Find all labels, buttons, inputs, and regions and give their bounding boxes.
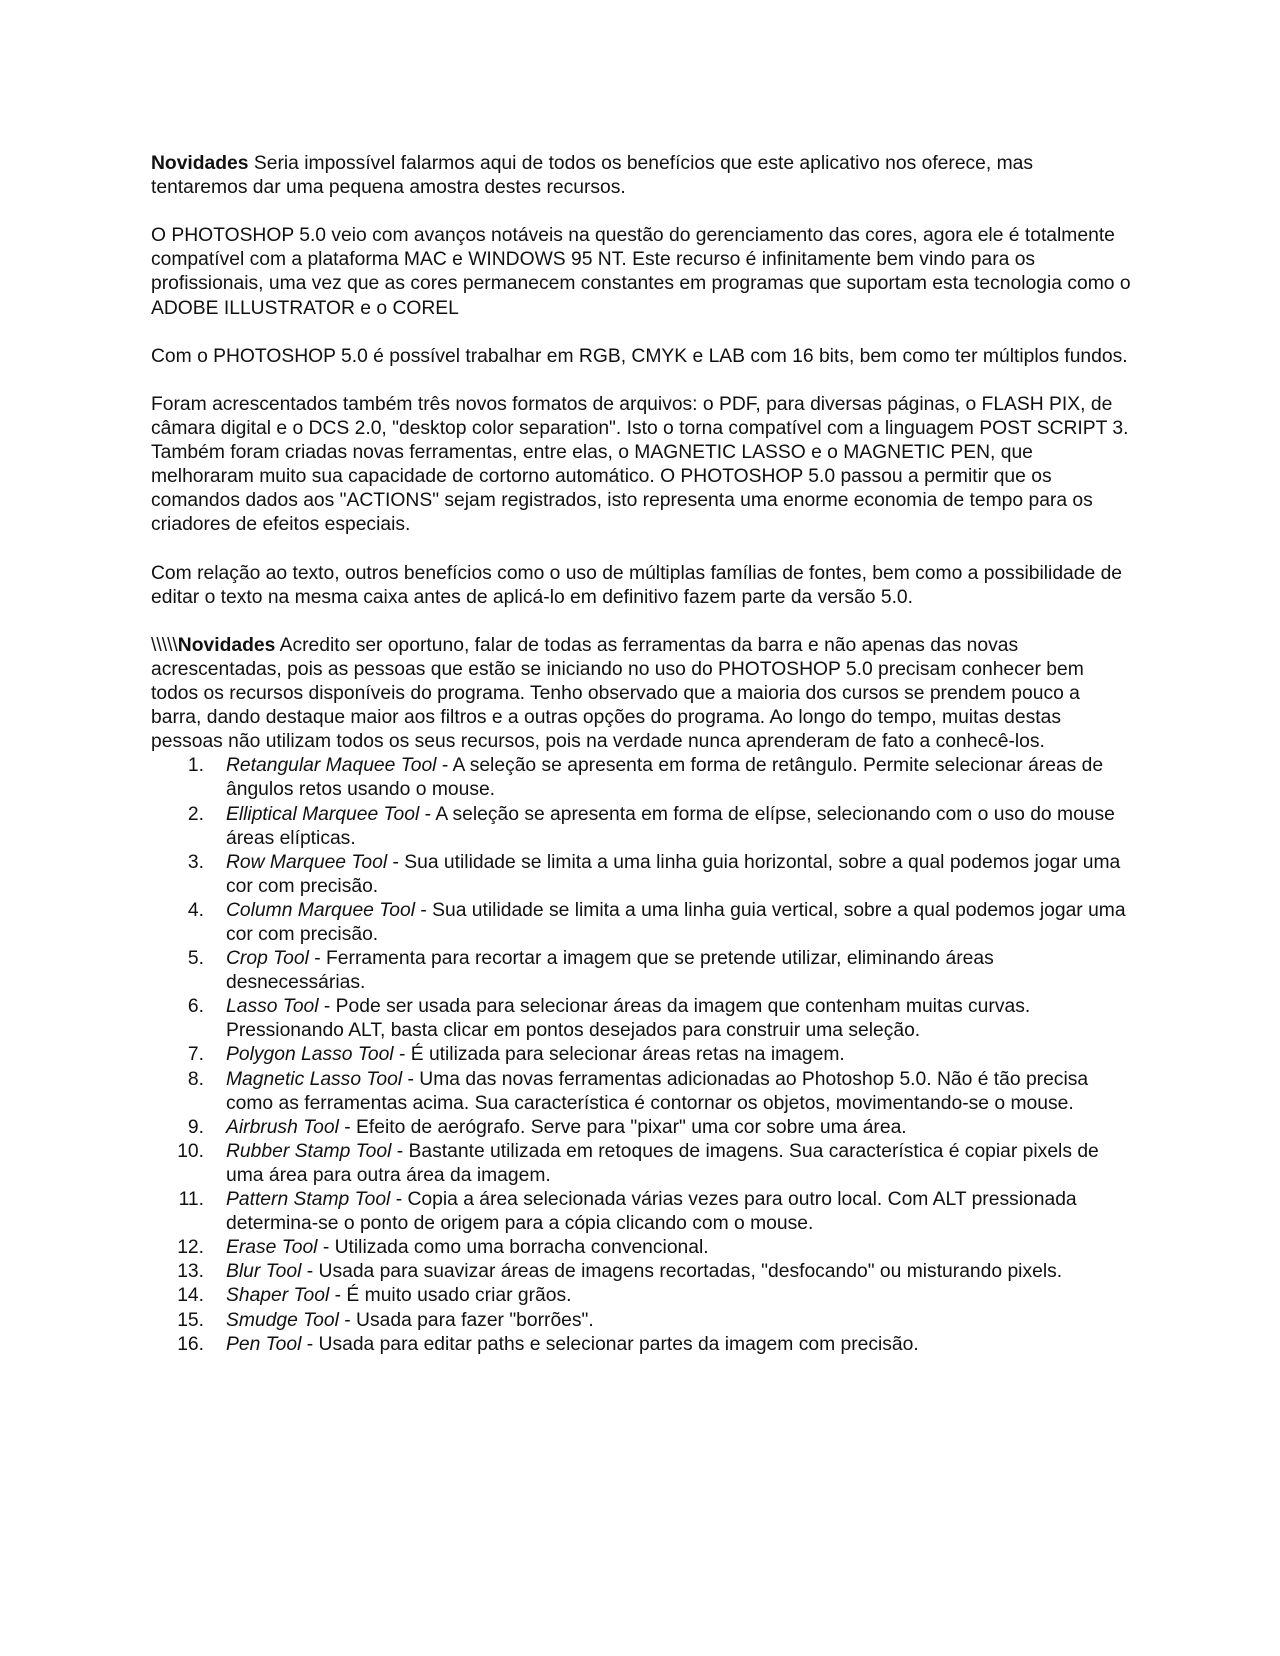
- tool-name: Blur Tool: [226, 1261, 302, 1283]
- tool-description: - Pode ser usada para selecionar áreas da imagem que contenham muitas curvas. Pressionando ALT, basta clicar em pontos desejados para construir uma seleção.: [226, 996, 1031, 1042]
- tool-name: Elliptical Marquee Tool: [226, 803, 420, 825]
- list-item: [151, 899, 1131, 947]
- tool-description: - Usada para fazer "borrões".: [338, 1309, 594, 1331]
- paragraph-text: Com o PHOTOSHOP 5.0 é possível trabalhar em RGB, CMYK e LAB com 16 bits, bem como ter múltiplos fundos.: [151, 345, 1128, 367]
- paragraph-prefix: \\\\\: [151, 634, 178, 656]
- tool-description: - Copia a área selecionada várias vezes para outro local. Com ALT pressionada determina-se o ponto de origem para a cópia clicando com o mouse.: [226, 1189, 1077, 1235]
- paragraph-text: Seria impossível falarmos aqui de todos os benefícios que este aplicativo nos oferece, mas tentaremos dar uma pequena amostra destes recursos.: [151, 153, 1034, 199]
- list-item: [151, 754, 1131, 802]
- paragraph-color-management: [151, 224, 1131, 320]
- tool-description: - Sua utilidade se limita a uma linha guia vertical, sobre a qual podemos jogar uma cor com precisão.: [226, 899, 1126, 945]
- list-item-number: 16.: [177, 1333, 204, 1355]
- list-item-number: 10.: [177, 1140, 204, 1162]
- tool-name: Erase Tool: [226, 1237, 318, 1259]
- list-item: [151, 851, 1131, 899]
- paragraph-file-formats: [151, 393, 1131, 538]
- paragraph-intro: [151, 152, 1131, 200]
- list-item: [151, 803, 1131, 851]
- tool-name: Row Marquee Tool: [226, 851, 388, 873]
- list-item: [151, 1284, 1131, 1308]
- list-item-number: 9.: [187, 1116, 204, 1138]
- list-item-number: 4.: [187, 899, 204, 921]
- list-item-number: 8.: [187, 1068, 204, 1090]
- tool-description: - Sua utilidade se limita a uma linha guia horizontal, sobre a qual podemos jogar uma cor com precisão.: [226, 851, 1121, 897]
- tool-name: Magnetic Lasso Tool: [226, 1068, 403, 1090]
- tool-description: - Ferramenta para recortar a imagem que se pretende utilizar, eliminando áreas desnecessárias.: [226, 948, 994, 994]
- list-item-number: 12.: [177, 1237, 204, 1259]
- list-item: [151, 1188, 1131, 1236]
- tool-name: Smudge Tool: [226, 1309, 339, 1331]
- list-item-number: 13.: [177, 1261, 204, 1283]
- paragraph-color-modes: [151, 345, 1131, 369]
- tool-description: - Usada para suavizar áreas de imagens recortadas, "desfocando" ou misturando pixels.: [301, 1261, 1063, 1283]
- list-item-number: 3.: [187, 851, 204, 873]
- list-item: [151, 1140, 1131, 1188]
- list-item: [151, 1236, 1131, 1260]
- tool-name: Pen Tool: [226, 1333, 302, 1355]
- list-item-number: 7.: [187, 1044, 204, 1066]
- tool-name: Shaper Tool: [226, 1285, 330, 1307]
- list-item-number: 15.: [177, 1309, 204, 1331]
- list-item-number: 14.: [177, 1285, 204, 1307]
- paragraph-lead: Novidades: [151, 153, 249, 174]
- tool-name: Rubber Stamp Tool: [226, 1140, 392, 1162]
- list-item: [151, 1309, 1131, 1333]
- list-item: [151, 1333, 1131, 1357]
- tool-description: - A seleção se apresenta em forma de retângulo. Permite selecionar áreas de ângulos retos usando o mouse.: [226, 755, 1104, 801]
- tool-description: - Utilizada como uma borracha convencional.: [317, 1237, 709, 1259]
- list-item: [151, 1116, 1131, 1140]
- list-item: [151, 1068, 1131, 1116]
- tool-name: Column Marquee Tool: [226, 899, 415, 921]
- paragraph-lead: Novidades: [177, 634, 276, 656]
- tool-name: Polygon Lasso Tool: [226, 1044, 394, 1066]
- tool-description: - A seleção se apresenta em forma de elípse, selecionando com o uso do mouse áreas elípticas.: [226, 803, 1115, 849]
- paragraph-text: Com relação ao texto, outros benefícios como o uso de múltiplas famílias de fontes, bem como a possibilidade de editar o texto na mesma caixa antes de aplicá-lo em definitivo fazem parte da versão 5.0.: [151, 562, 1123, 608]
- list-item-number: 6.: [187, 996, 204, 1018]
- list-item: [151, 995, 1131, 1043]
- list-item: [151, 947, 1131, 995]
- tool-name: Crop Tool: [226, 948, 309, 970]
- list-item-number: 1.: [187, 755, 204, 777]
- paragraph-text: Acredito ser oportuno, falar de todas as ferramentas da barra e não apenas das novas acrescentadas, pois as pessoas que estão se iniciando no uso do PHOTOSHOP 5.0 precisam conhecer bem todos os recursos disponíveis do programa. Tenho observado que a maioria dos cursos se prendem pouco a barra, dando destaque maior aos filtros e a outras opções do programa. Ao longo do tempo, muitas destas pessoas não utilizam todos os seus recursos, pois na verdade nunca aprenderam de fato a conhecê-los.: [151, 634, 1084, 753]
- list-item-number: 5.: [187, 948, 204, 970]
- paragraph-text-features: [151, 562, 1131, 610]
- list-item-number: 2.: [187, 803, 204, 825]
- paragraph-text: O PHOTOSHOP 5.0 veio com avanços notáveis na questão do gerenciamento das cores, agora ele é totalmente compatível com a plataforma MAC e WINDOWS 95 NT. Este recurso é infinitamente bem vindo para os profissionais, uma vez que as cores permanecem constantes em programas que suportam esta tecnologia como o ADOBE ILLUSTRATOR e o COREL: [151, 225, 1131, 319]
- tool-description: - Efeito de aerógrafo. Serve para "pixar" uma cor sobre uma área.: [338, 1116, 907, 1138]
- tool-name: Airbrush Tool: [226, 1116, 339, 1138]
- tool-list: [151, 754, 1131, 1356]
- tool-description: - É utilizada para selecionar áreas retas na imagem.: [393, 1044, 845, 1066]
- tool-description: - Usada para editar paths e selecionar partes da imagem com precisão.: [301, 1333, 919, 1355]
- list-item: [151, 1043, 1131, 1067]
- paragraph-toolbar-intro: [151, 634, 1131, 754]
- tool-description: - Uma das novas ferramentas adicionadas ao Photoshop 5.0. Não é tão precisa como as ferramentas acima. Sua característica é contornar os objetos, movimentando-se o mouse.: [226, 1068, 1089, 1114]
- list-item: [151, 1260, 1131, 1284]
- list-item-number: 11.: [178, 1189, 204, 1211]
- tool-name: Lasso Tool: [226, 996, 319, 1018]
- tool-description: - É muito usado criar grãos.: [329, 1285, 572, 1307]
- tool-name: Retangular Maquee Tool: [226, 755, 437, 777]
- tool-name: Pattern Stamp Tool: [226, 1189, 391, 1211]
- paragraph-text: Foram acrescentados também três novos formatos de arquivos: o PDF, para diversas páginas, o FLASH PIX, de câmara digital e o DCS 2.0, "desktop color separation". Isto o torna compatível com a linguagem POST SCRIPT 3. Também foram criadas novas ferramentas, entre elas, o MAGNETIC LASSO e o MAGNETIC PEN, que melhoraram muito sua capacidade de cortorno automático. O PHOTOSHOP 5.0 passou a permitir que os comandos dados aos "ACTIONS" sejam registrados, isto representa uma enorme economia de tempo para os criadores de efeitos especiais.: [151, 393, 1129, 536]
- document-page: [151, 152, 1131, 1357]
- tool-description: - Bastante utilizada em retoques de imagens. Sua característica é copiar pixels de uma área para outra área da imagem.: [226, 1140, 1099, 1186]
